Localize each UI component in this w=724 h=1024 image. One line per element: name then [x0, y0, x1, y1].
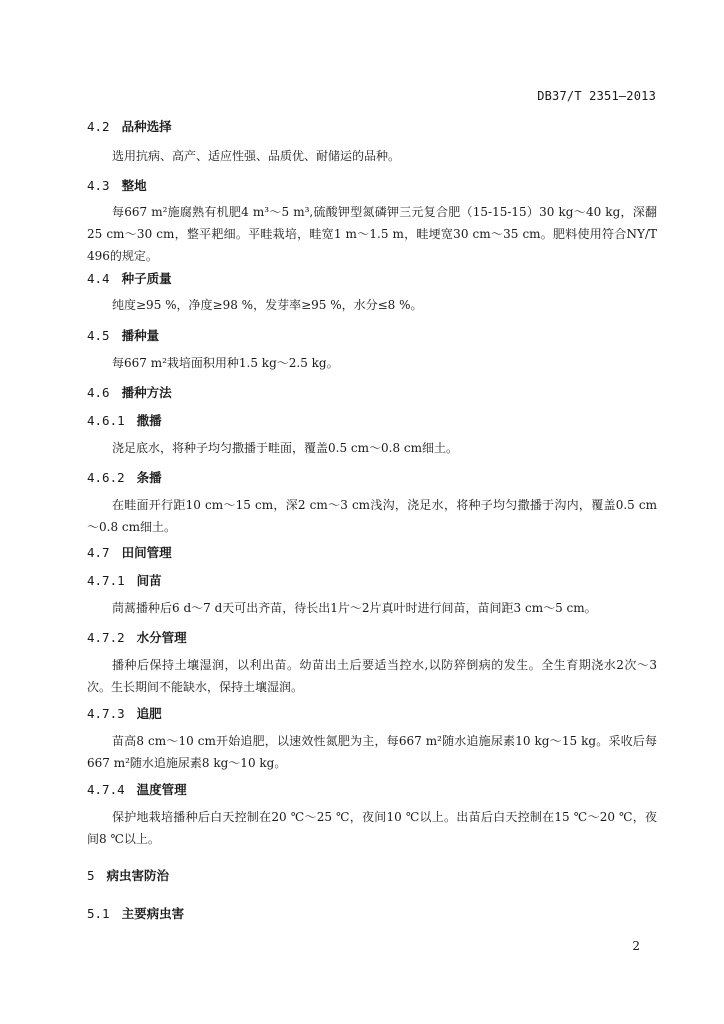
paragraph-temperature-management: 保护地栽培播种后白天控制在20 ℃～25 ℃，夜间10 ℃以上。出苗后白天控制在15 ℃～20 ℃，夜间8 ℃以上。 — [87, 810, 657, 846]
page-number: 2 — [632, 939, 640, 953]
section-number: 4.6 — [87, 385, 110, 400]
section-number: 4.7 — [87, 545, 110, 560]
section-title: 种子质量 — [121, 271, 172, 286]
section-number: 4.2 — [87, 119, 110, 134]
section-number: 5.1 — [87, 906, 110, 921]
section-number: 4.6.2 — [87, 470, 125, 485]
section-number: 4.3 — [87, 178, 110, 193]
section-heading-4-6 — [87, 385, 657, 401]
section-heading-5-1 — [87, 906, 657, 922]
section-title: 田间管理 — [121, 545, 172, 560]
section-number: 4.7.2 — [87, 630, 125, 645]
section-title: 条播 — [136, 470, 162, 485]
section-number: 4.7.3 — [87, 706, 125, 721]
section-title: 播种量 — [121, 328, 160, 343]
section-heading-4-7-2 — [87, 630, 657, 646]
section-heading-4-4 — [87, 271, 657, 287]
section-heading-4-6-2 — [87, 470, 657, 486]
paragraph-thinning: 茼蒿播种后6 d～7 d天可出齐苗，待长出1片～2片真叶时进行间苗，苗间距3 cm～5 cm。 — [112, 601, 597, 615]
section-number: 4.6.1 — [87, 413, 125, 428]
section-title: 播种方法 — [121, 385, 172, 400]
paragraph-variety-selection: 选用抗病、高产、适应性强、品质优、耐储运的品种。 — [112, 149, 401, 163]
section-title: 整地 — [121, 178, 147, 193]
section-heading-4-2 — [87, 119, 657, 135]
paragraph-row-sowing: 在畦面开行距10 cm～15 cm，深2 cm～3 cm浅沟，浇足水，将种子均匀撒播于沟内，覆盖0.5 cm～0.8 cm细土。 — [87, 498, 657, 534]
section-title: 撒播 — [136, 413, 162, 428]
section-heading-4-7-3 — [87, 706, 657, 722]
section-number: 5 — [87, 868, 95, 883]
section-heading-4-7 — [87, 545, 657, 561]
section-title: 病虫害防治 — [106, 868, 170, 883]
section-title: 主要病虫害 — [121, 906, 185, 921]
section-title: 水分管理 — [136, 630, 187, 645]
section-title: 品种选择 — [121, 119, 172, 134]
paragraph-seed-quality: 纯度≥95 %，净度≥98 %，发芽率≥95 %，水分≤8 %。 — [112, 298, 423, 312]
document-code: DB37/T 2351—2013 — [537, 89, 656, 103]
section-number: 4.7.4 — [87, 782, 125, 797]
section-heading-4-7-1 — [87, 573, 657, 589]
paragraph-broadcast-sowing: 浇足底水，将种子均匀撒播于畦面，覆盖0.5 cm～0.8 cm细土。 — [112, 441, 458, 455]
section-title: 间苗 — [136, 573, 162, 588]
section-number: 4.5 — [87, 328, 110, 343]
section-heading-4-7-4 — [87, 782, 657, 798]
paragraph-sowing-amount: 每667 m²栽培面积用种1.5 kg～2.5 kg。 — [112, 356, 339, 370]
section-title: 追肥 — [136, 706, 162, 721]
paragraph-water-management: 播种后保持土壤湿润，以利出苗。幼苗出土后要适当控水,以防猝倒病的发生。全生育期浇水2次～3次。生长期间不能缺水，保持土壤湿润。 — [87, 658, 657, 694]
paragraph-topdressing: 苗高8 cm～10 cm开始追肥，以速效性氮肥为主，每667 m²随水追施尿素10 kg～15 kg。采收后每667 m²随水追施尿素8 kg～10 kg。 — [87, 734, 657, 770]
section-title: 温度管理 — [136, 782, 187, 797]
section-number: 4.4 — [87, 271, 110, 286]
section-heading-4-3 — [87, 178, 657, 194]
paragraph-land-preparation: 每667 m²施腐熟有机肥4 m³～5 m³,硫酸钾型氮磷钾三元复合肥（15-15-15）30 kg～40 kg，深翻25 cm～30 cm，整平耙细。平畦栽培，畦宽1 m～1.5 m，畦埂宽30 cm～35 cm。肥料使用符合NY/T 496的规定。 — [87, 205, 657, 263]
section-heading-5 — [87, 868, 657, 884]
section-heading-4-5 — [87, 328, 657, 344]
section-heading-4-6-1 — [87, 413, 657, 429]
section-number: 4.7.1 — [87, 573, 125, 588]
